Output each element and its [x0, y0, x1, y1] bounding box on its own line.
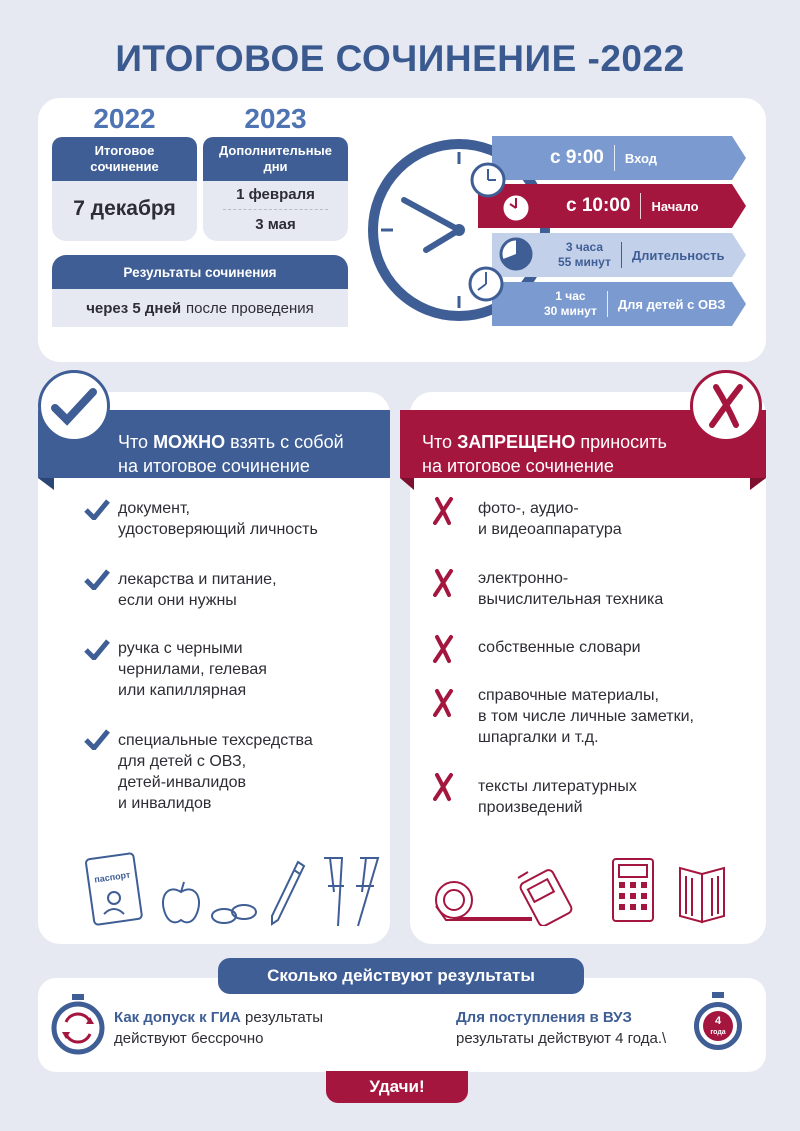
apple-icon [158, 878, 204, 928]
cross-badge-icon [690, 370, 762, 442]
allowed-item: ручка с черными чернилами, гелевая или капиллярная [118, 640, 267, 699]
schedule-entry: с 10:00 Начало [478, 184, 746, 228]
year-2023: 2023 [244, 103, 307, 134]
good-luck-banner: Удачи! [326, 1071, 468, 1103]
year-2022: 2022 [93, 103, 156, 134]
vuz-result: Для поступления в ВУЗ результаты действуют 4 года.\ [456, 1009, 667, 1047]
schedule-entry: 1 час 30 минут Для детей с ОВЗ [492, 282, 746, 326]
pen-icon [266, 858, 306, 930]
stopwatch-icon [50, 992, 106, 1056]
allowed-item: лекарства и питание, если они нужны [118, 571, 277, 609]
check-icon [84, 498, 110, 525]
cross-icon [430, 772, 456, 806]
gia-result: Как допуск к ГИА результаты действуют бессрочно [114, 1009, 324, 1047]
calculator-icon [610, 856, 656, 924]
results-info: через 5 дней после проведения [52, 289, 348, 327]
allowed-item: специальные техсредства для детей с ОВЗ, детей-инвалидов и инвалидов [118, 732, 313, 812]
essay-date-box [52, 181, 197, 241]
phone-icon [510, 860, 586, 926]
check-badge-icon [38, 370, 110, 442]
cross-icon [430, 688, 456, 722]
check-icon [84, 728, 110, 755]
cross-icon [430, 568, 456, 602]
schedule-entry: 3 часа 55 минут Длительность [492, 233, 746, 277]
forbidden-item: электронно- вычислительная техника [478, 570, 664, 608]
badge-word: года [710, 1029, 726, 1036]
svg-text:паспорт: паспорт [93, 869, 131, 885]
extra-dates-box [203, 181, 348, 241]
extra-date-2: 3 мая [255, 216, 296, 233]
cross-icon [430, 634, 456, 668]
page-title: ИТОГОВОЕ СОЧИНЕНИЕ -2022 [115, 38, 685, 79]
forbidden-item: тексты литературных произведений [478, 778, 637, 816]
badge-number: 4 [714, 1015, 722, 1027]
ribbon-fold [400, 478, 414, 490]
forbidden-header: Что ЗАПРЕЩЕНО приносить на итоговое сочинение [400, 410, 766, 478]
essay-date: 7 декабря [73, 197, 176, 220]
dial-icon [466, 264, 506, 304]
duration-title: Сколько действуют результаты [218, 958, 584, 994]
stopwatch-badge [690, 992, 746, 1056]
check-icon [84, 638, 110, 665]
schedule-entry: с 9:00 Вход [492, 136, 746, 180]
passport-icon [84, 850, 144, 928]
cross-icon [430, 496, 456, 530]
forbidden-item: справочные материалы, в том числе личные заметки, шпаргалки и т.д. [478, 687, 694, 746]
allowed-item: документ, удостоверяющий личность [118, 500, 318, 538]
crutches-icon [318, 852, 384, 932]
results-title: Результаты сочинения [52, 255, 348, 289]
allowed-header: Что МОЖНО взять с собой на итоговое сочинение [38, 410, 390, 478]
extra-days-label: Дополнительные дни [203, 137, 348, 181]
ribbon-fold [750, 478, 766, 490]
ribbon-fold [38, 478, 54, 490]
forbidden-item: собственные словари [478, 639, 641, 656]
extra-date-1: 1 февраля [236, 186, 315, 203]
book-icon [676, 864, 728, 924]
check-icon [84, 568, 110, 595]
forbidden-item: фото-, аудио- и видеоаппаратура [478, 500, 622, 538]
essay-label: Итоговое сочинение [52, 137, 197, 181]
pills-icon [208, 896, 260, 930]
dial-icon [496, 188, 536, 228]
